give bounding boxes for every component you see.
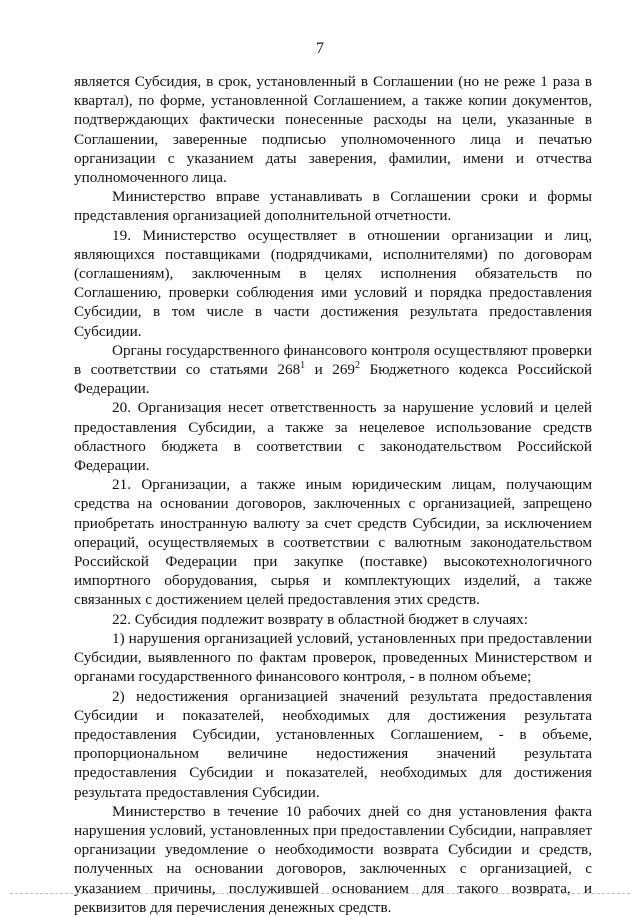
page-number: 7 [316, 40, 324, 57]
article-269-ref: $269^2$ [332, 359, 361, 379]
paragraph-notification: Министерство в течение 10 рабочих дней со дня установления факта нарушения условий, установленных при предоставлении Субсидии, направляет организации уведомление о необходимости возврата Субсидии и средств, полученных на основании договоров, заключенных с организацией, с указанием причины, послужившей основанием для такого возврата, и реквизитов для перечисления денежных средств. [74, 802, 592, 916]
document-body [74, 72, 592, 917]
article-268-ref: $268^1$ [277, 359, 306, 379]
paragraph-continuation: является Субсидия, в срок, установленный в Соглашении (но не реже 1 раза в квартал), по форме, установленной Соглашением, а также копии документов, подтверждающих фактически понесенные расходы на цели, указанные в Соглашении, заверенные подписью уполномоченного лица и печатью организации с указанием даты заверения, фамилии, имени и отчества уполномоченного лица. [74, 73, 592, 187]
paragraph-additional-reporting: Министерство вправе устанавливать в Соглашении сроки и формы представления организацией дополнительной отчетности. [74, 188, 592, 225]
paragraph-22-item-2: 2) недостижения организацией значений результата предоставления Субсидии и показателей, необходимых для достижения результата предоставления Субсидии, установленных Соглашением, - в объеме, пропорциональном величине недостижения значений результата предоставления Субсидии и показателей, необходимых для достижения результата предоставления Субсидии. [74, 687, 592, 801]
paragraph-19-inspections: 19. Министерство осуществляет в отношении организации и лиц, являющихся поставщиками (подрядчиками, исполнителями) по договорам (соглашениям), заключенным в целях исполнения обязательств по Соглашению, проверки соблюдения ими условий и порядка предоставления Субсидии, в том числе в части достижения результата предоставления Субсидии. [74, 226, 592, 340]
scan-bottom-edge [10, 893, 630, 894]
paragraph-22-return: 22. Субсидия подлежит возврату в областной бюджет в случаях: [112, 610, 528, 628]
financial-control-text-after: Бюджетного кодекса Российской Федерации. [74, 361, 593, 398]
paragraph-22-item-1: 1) нарушения организацией условий, установленных при предоставлении Субсидии, выявленного по фактам проверок, проведенных Министерством и органами государственного финансового контроля, - в полном объеме; [74, 629, 592, 686]
paragraph-21-currency: 21. Организации, а также иным юридическим лицам, получающим средства на основании договоров, заключенных с организацией, запрещено приобретать иностранную валюту за счет средств Субсидии, за исключением операций, осуществляемых в соответствии с валютным законодательством Российской Федерации при закупке (поставке) высокотехнологичного импортного оборудования, сырья и комплектующих изделий, а также связанных с достижением целей предоставления этих средств. [74, 476, 592, 609]
paragraph-financial-control [74, 341, 592, 399]
financial-control-text-before: Органы государственного финансового контроля осуществляют проверки в соответствии со статьями [74, 341, 592, 379]
paragraph-20-responsibility: 20. Организация несет ответственность за нарушение условий и целей предоставления Субсидии, а также за нецелевое использование средств областного бюджета в соответствии с законодательством Российской Федерации. [74, 399, 592, 475]
conjunction-and: и [314, 361, 323, 379]
